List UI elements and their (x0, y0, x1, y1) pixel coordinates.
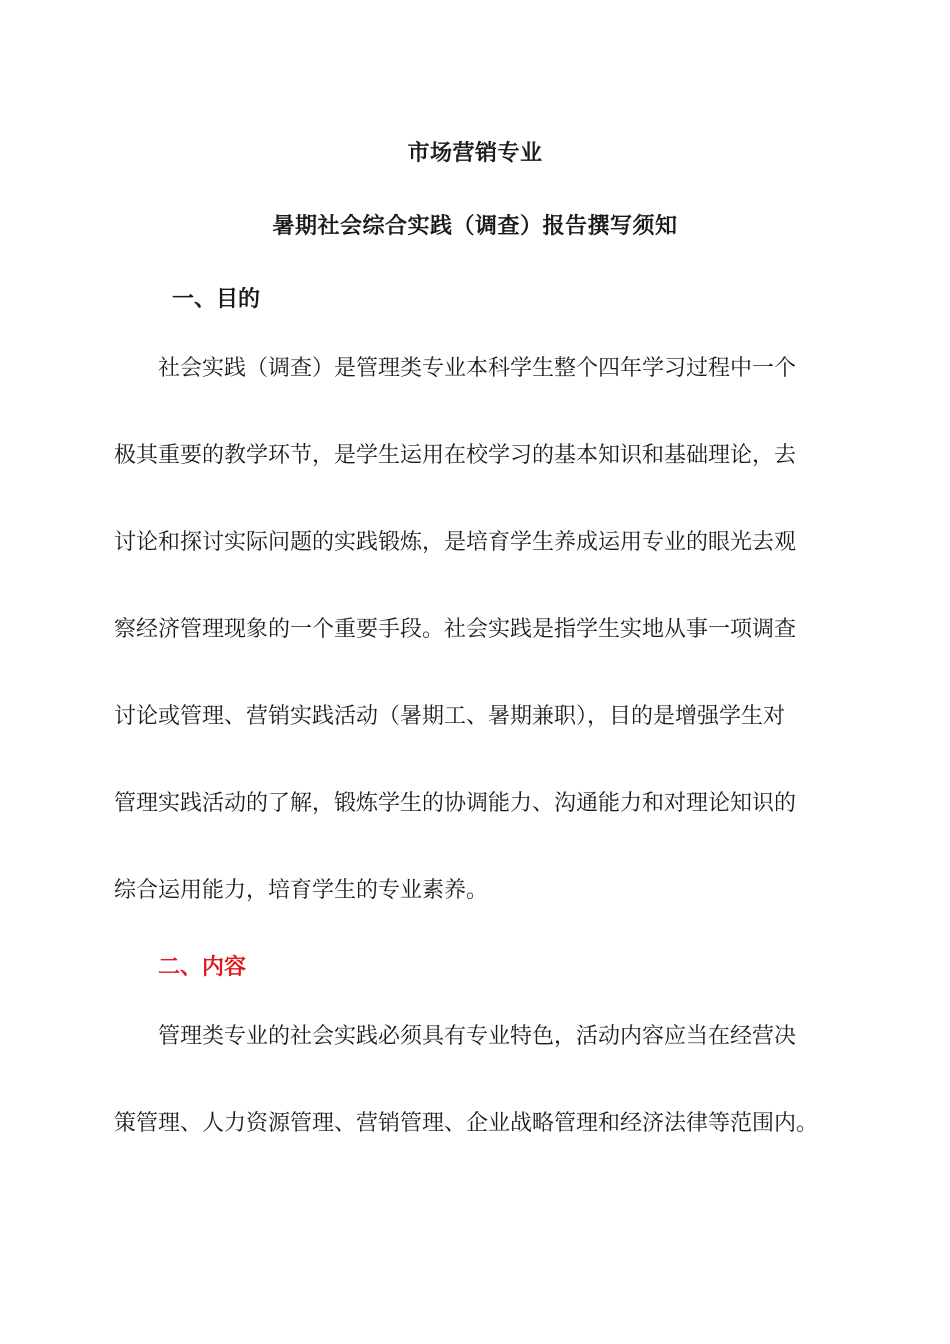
section-heading-content: 二、内容 (158, 955, 247, 980)
document-subtitle: 暑期社会综合实践（调查）报告撰写须知 (272, 214, 678, 239)
paragraph-line: 综合运用能力，培育学生的专业素养。 (114, 878, 489, 903)
paragraph-line: 管理类专业的社会实践必须具有专业特色，活动内容应当在经营决 (158, 1024, 797, 1049)
paragraph-line: 讨论或管理、营销实践活动（暑期工、暑期兼职），目的是增强学生对 (114, 704, 786, 729)
section-heading-purpose: 一、目的 (172, 287, 261, 312)
paragraph-line: 察经济管理现象的一个重要手段。社会实践是指学生实地从事一项调查 (114, 617, 797, 642)
paragraph-line: 策管理、人力资源管理、营销管理、企业战略管理和经济法律等范围内。 (114, 1111, 819, 1136)
paragraph-line: 管理实践活动的了解，锻炼学生的协调能力、沟通能力和对理论知识的 (114, 791, 797, 816)
paragraph-line: 极其重要的教学环节，是学生运用在校学习的基本知识和基础理论，去 (114, 443, 797, 468)
document-title: 市场营销专业 (407, 141, 543, 166)
paragraph-line: 社会实践（调查）是管理类专业本科学生整个四年学习过程中一个 (158, 356, 797, 381)
paragraph-line: 讨论和探讨实际问题的实践锻炼，是培育学生养成运用专业的眼光去观 (114, 530, 797, 555)
